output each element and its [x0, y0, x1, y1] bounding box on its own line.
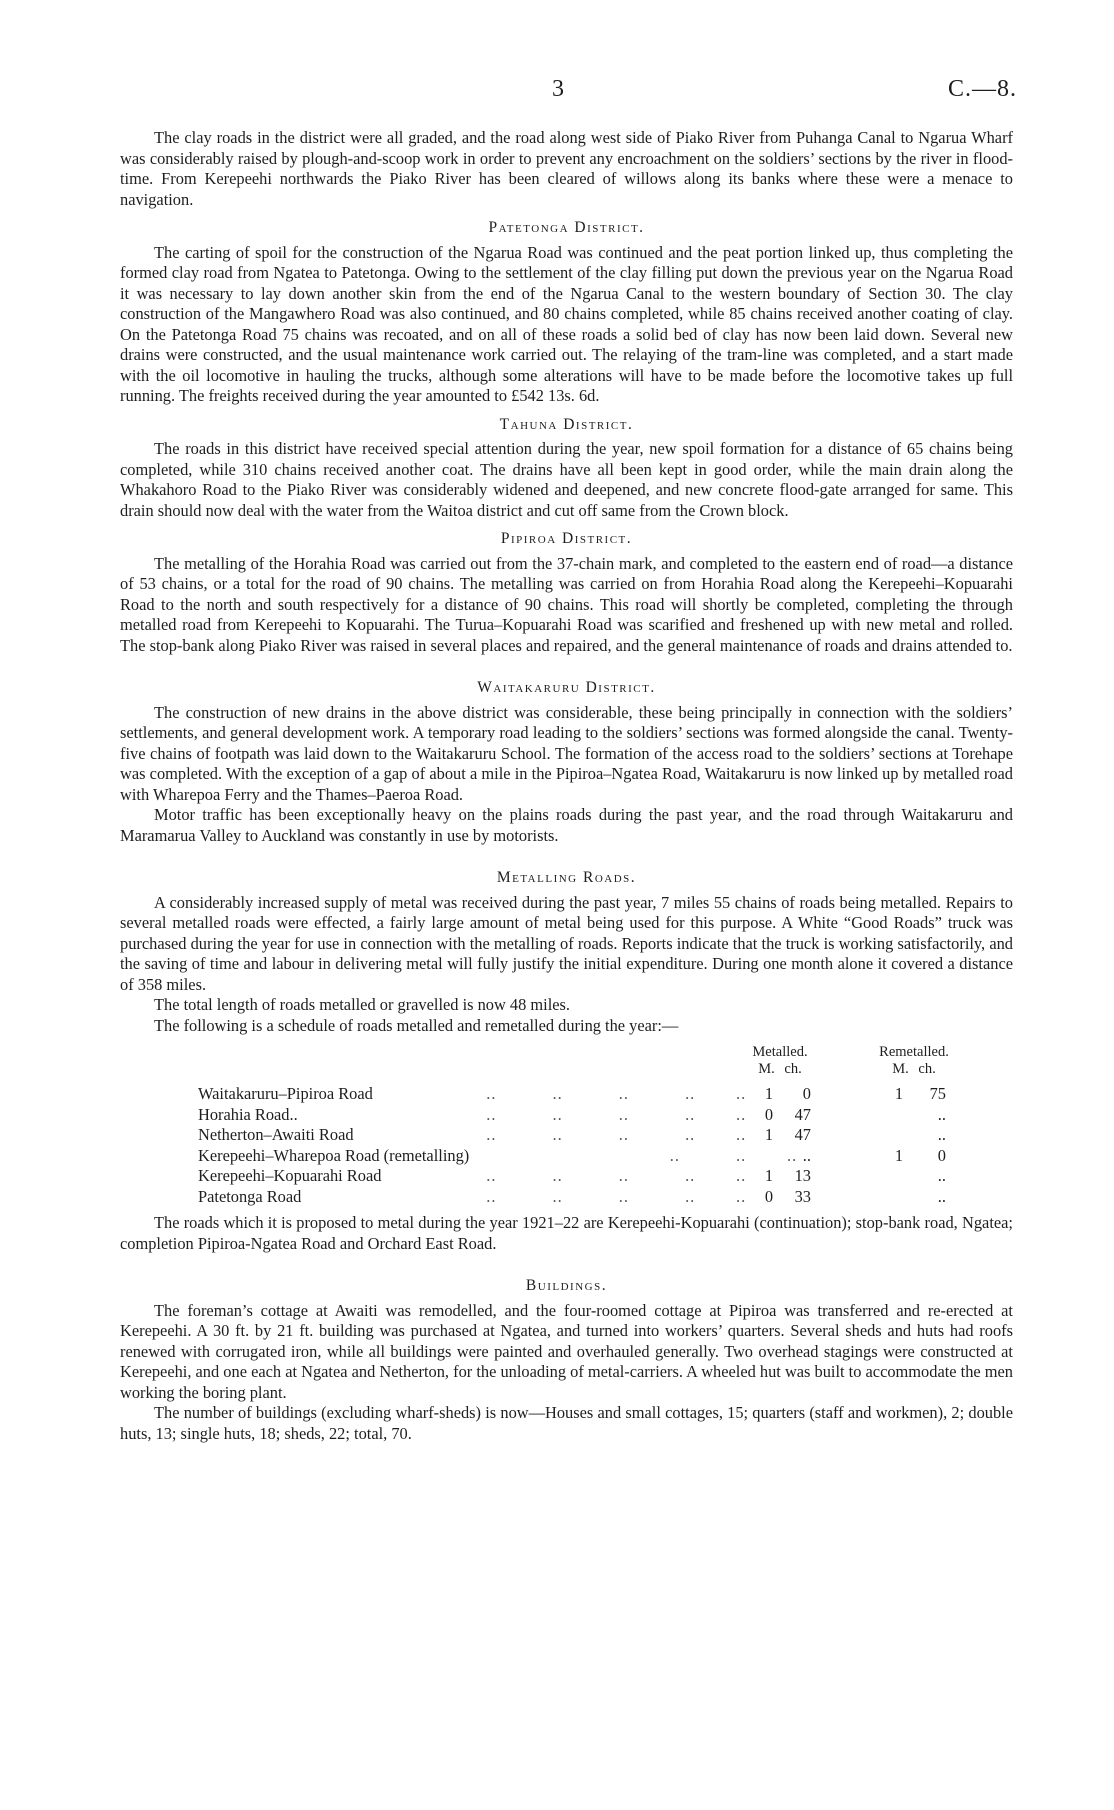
schedule-table [120, 1084, 1013, 1207]
table-row [120, 1166, 1013, 1187]
patetonga-heading: Patetonga District. [488, 219, 645, 236]
metalling-paragraph-4: The roads which it is proposed to metal during the year 1921–22 are Kerepeehi-Kopuarahi (continuation); stop-bank road, Ngatea; completion Pipiroa-Ngatea Road and Orchard East Road. [120, 1213, 1013, 1253]
remetalled-chains: .. [937, 1166, 946, 1185]
remetalled-units-heading: M. ch. [892, 1061, 936, 1077]
metalling-paragraph-2: The total length of roads metalled or gravelled is now 48 miles. [154, 995, 571, 1014]
intro-paragraph: The clay roads in the district were all graded, and the road along west side of Piako River from Puhanga Canal to Ngarua Wharf was considerably raised by plough-and-scoop work in order to prevent any encroachment on the soldiers’ sections by the river in flood-time. From Kerepeehi northwards the Piako River has been cleared of willows along its banks where these were a menace to navigation. [120, 128, 1013, 209]
leader-dots: .. .. .. .. .. [420, 1186, 747, 1206]
metalled-miles: 0 [764, 1104, 774, 1124]
tahuna-paragraph: The roads in this district have received special attention during the year, new spoil formation for a distance of 65 chains being completed, while 310 chains received another coat. The drains have all been kept in good order, while the main drain along the Whakahoro Road to the Piako River was considerably widened and deepened, and new concrete flood-gate arranged for same. This drain should now deal with the water from the Waitoa district and cut off same from the Crown block. [120, 439, 1013, 520]
buildings-heading: Buildings. [525, 1277, 608, 1294]
remetalled-chains: 75 [929, 1084, 946, 1103]
remetalled-miles: 1 [894, 1084, 904, 1103]
metalling-paragraph-1: A considerably increased supply of metal was received during the past year, 7 miles 55 chains of roads being metalled. Repairs to several metalled roads were effected, a fairly large amount of metal being used for this purpose. A White “Good Roads” truck was purchased during the year for use in connection with the metalling of roads. Reports indicate that the truck is working satisfactorily, and the saving of time and labour in delivering metal will fully justify the initial expenditure. During one month alone it covered a distance of 358 miles. [120, 892, 1013, 994]
remetalled-chains: .. [937, 1104, 946, 1124]
road-name: Patetonga Road [198, 1186, 302, 1206]
road-name: Waitakaruru–Pipiroa Road [198, 1084, 373, 1103]
metalled-chains: 47 [794, 1104, 811, 1124]
pipiroa-paragraph: The metalling of the Horahia Road was carried out from the 37-chain mark, and completed to the eastern end of road—a distance of 53 chains, or a total for the road of 90 chains. The metalling was carried on from Horahia Road along the Kerepeehi–Kopuarahi Road to the north and south respectively for a distance of 90 chains. This road will shortly be completed, completing the through metalled road from Kerepeehi to Kopuarahi. The Turua–Kopuarahi Road was scarified and freshened up with new metal and rolled. The stop-bank along Piako River was raised in several places and repaired, and the general maintenance of roads and drains attended to. [120, 553, 1013, 655]
remetalled-chains: .. [937, 1186, 946, 1206]
report-reference: C.—8. [948, 76, 1018, 102]
metalled-chains: 0 [802, 1084, 811, 1103]
table-row [120, 1125, 1013, 1146]
leader-dots: .. .. .. .. .. [420, 1104, 747, 1124]
leader-dots: .. .. .. .. .. [420, 1166, 747, 1185]
leader-dots: .. .. .. .. .. [420, 1125, 747, 1144]
road-name: Kerepeehi–Wharepoa Road (remetalling) [198, 1145, 470, 1165]
remetalled-column-heading: Remetalled. [879, 1044, 949, 1060]
waitakaruru-paragraph-2: Motor traffic has been exceptionally heavy on the plains roads during the past year, and the road through Waitakaruru and Maramarua Valley to Auckland was constantly in use by motorists. [120, 805, 1013, 845]
pipiroa-heading: Pipiroa District. [500, 530, 633, 547]
waitakaruru-heading: Waitakaruru District. [477, 679, 656, 696]
table-row [120, 1105, 1013, 1126]
metalling-paragraph-3: The following is a schedule of roads metalled and remetalled during the year:— [154, 1015, 679, 1035]
metalled-miles: 1 [764, 1084, 774, 1103]
metalled-chains: 47 [794, 1125, 811, 1144]
metalled-miles: 1 [764, 1166, 774, 1185]
table-row [120, 1084, 1013, 1105]
table-row [120, 1146, 1013, 1167]
remetalled-chains: 0 [937, 1145, 946, 1165]
tahuna-heading: Tahuna District. [499, 415, 634, 433]
buildings-paragraph-2: The number of buildings (excluding wharf-sheds) is now—Houses and small cottages, 15; quarters (staff and workmen), 2; double huts, 13; single huts, 18; sheds, 22; total, 70. [120, 1403, 1013, 1443]
remetalled-chains: .. [937, 1125, 946, 1144]
metalled-chains: 13 [794, 1166, 811, 1185]
waitakaruru-paragraph-1: The construction of new drains in the above district was considerable, these being principally in connection with the soldiers’ settlements, and general development work. A temporary road leading to the soldiers’ sections was formed alongside the canal. Twenty-five chains of footpath was laid down to the Waitakaruru School. The formation of the access road to the soldiers’ sections at Torehape was completed. With the exception of a gap of about a mile in the Pipiroa–Ngatea Road, Waitakaruru is now linked up by metalled road with Wharepoa Ferry and the Thames–Paeroa Road. [120, 702, 1013, 804]
table-row [120, 1187, 1013, 1208]
metalling-heading: Metalling Roads. [496, 869, 637, 886]
metalled-chains: .. [802, 1145, 811, 1165]
road-name: Kerepeehi–Kopuarahi Road [198, 1166, 382, 1185]
buildings-paragraph-1: The foreman’s cottage at Awaiti was remodelled, and the four-roomed cottage at Pipiroa was transferred and re-erected at Kerepeehi. A 30 ft. by 21 ft. building was purchased at Ngatea, and turned into workers’ quarters. Several sheds and huts had roofs renewed with corrugated iron, while all buildings were painted and overhauled generally. Two overhead stagings were constructed at Kerepeehi, and one each at Ngatea and Netherton, for the unloading of metal-carriers. A wheeled hut was built to accommodate the men working the boring plant. [120, 1300, 1013, 1402]
patetonga-paragraph: The carting of spoil for the construction of the Ngarua Road was continued and the peat portion linked up, thus completing the formed clay road from Ngatea to Patetonga. Owing to the settlement of the clay filling put down the previous year on the Ngarua Road it was necessary to lay down another skin from the end of the Ngarua Canal to the western boundary of Section 30. The clay construction of the Mangawhero Road was also continued, and 80 chains completed, while 85 chains received another coating of clay. On the Patetonga Road 75 chains was recoated, and on all of these roads a solid bed of clay has now been laid down. Several new drains were constructed, and the usual maintenance work carried out. The relaying of the tram-line was completed, and a start made with the oil locomotive in hauling the trucks, although some alterations will have to be made before the locomotive takes up full running. The freights received during the year amounted to £542 13s. 6d. [120, 242, 1013, 405]
metalled-miles: 0 [764, 1186, 774, 1206]
leader-dots: .. .. .. [420, 1145, 798, 1165]
remetalled-miles: 1 [894, 1145, 904, 1165]
report-body [120, 128, 1013, 1444]
schedule-header [120, 1044, 1013, 1084]
leader-dots: .. .. .. .. .. [420, 1084, 747, 1103]
page-number: 3 [552, 76, 565, 102]
metalled-chains: 33 [794, 1186, 811, 1206]
road-name: Netherton–Awaiti Road [198, 1125, 354, 1144]
metalled-column-heading: Metalled. [752, 1044, 808, 1060]
metalled-units-heading: M. ch. [758, 1061, 802, 1077]
road-name: Horahia Road.. [198, 1104, 298, 1124]
metalled-miles: 1 [764, 1125, 774, 1144]
